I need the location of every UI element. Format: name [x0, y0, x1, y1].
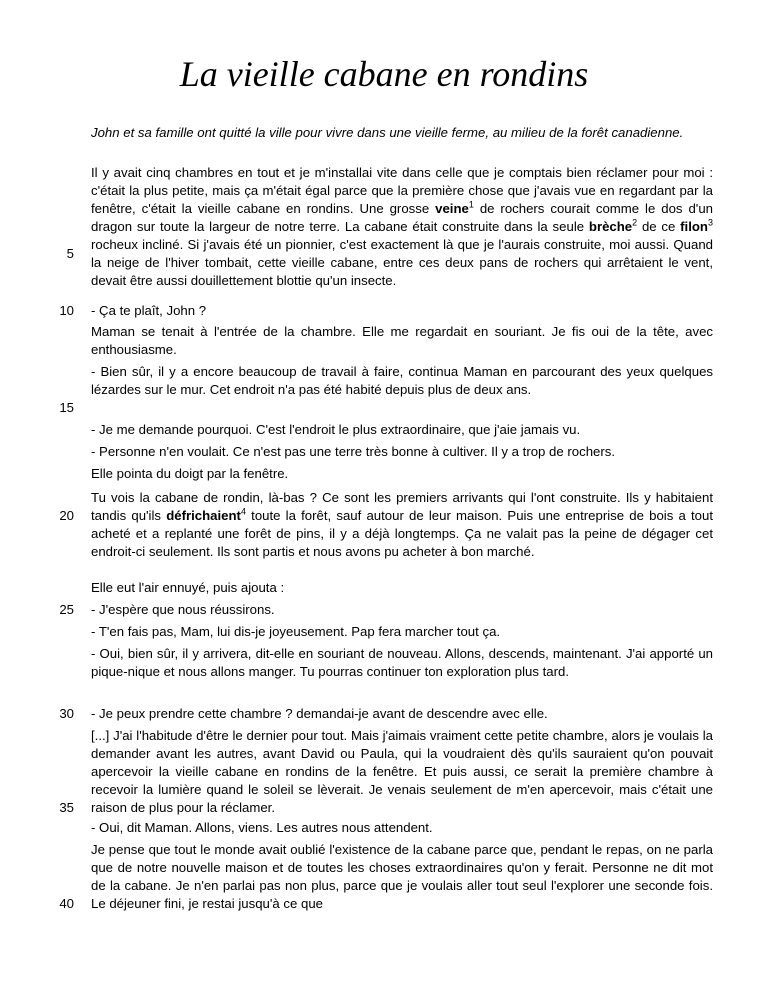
term-filon: filon [680, 219, 708, 234]
p8-text-a: Tu vois la cabane de rondin, là-bas ? Ce sont les premiers arrivants qui l'ont construite. Ils y habitaient tandis qu'ils [91, 490, 713, 523]
line-number: 25 [59, 602, 74, 617]
paragraph-4: - Bien sûr, il y a encore beaucoup de travail à faire, continua Maman en parcourant des yeux quelques lézardes sur le mur. Cet endroit n'a pas été habité depuis plus de deux ans. [91, 364, 713, 397]
page-title: La vieille cabane en rondins [179, 54, 589, 94]
term-breche: brèche [588, 219, 633, 234]
paragraph-2: - Ça te plaît, John ? [91, 303, 207, 318]
p1-text-d: rocheux incliné. Si j'avais été un pionnier, c'est exactement là que je l'aurais construite, moi aussi. Quand la neige de l'hiver tombait, cette vieille cabane, entre ces deux pans de rochers qui arrêtaient le vent, devait être aussi douillettement blottie qu'un insecte. [91, 237, 713, 288]
line-number: 35 [59, 800, 74, 815]
paragraph-6: - Personne n'en voulait. Ce n'est pas une terre très bonne à cultiver. Il y a trop de rochers. [91, 444, 616, 459]
line-number: 40 [59, 896, 74, 911]
paragraph-15: - Oui, dit Maman. Allons, viens. Les autres nous attendent. [91, 820, 433, 835]
term-veine: veine [435, 201, 469, 216]
paragraph-1 [91, 164, 713, 290]
paragraph-3: Maman se tenait à l'entrée de la chambre. Elle me regardait en souriant. Je fis oui de la tête, avec enthousiasme. [91, 324, 713, 357]
line-number: 20 [59, 508, 74, 523]
p8-text-b: toute la forêt, sauf autour de leur maison. Puis une entreprise de bois a tout acheté et a replanté une forêt de pins, il y a déjà longtemps. Ça ne valait pas la peine de dégager cet endroit-ci seulement. Ils sont partis et nous avons pu acheter à bon marché. [91, 508, 713, 559]
paragraph-5: - Je me demande pourquoi. C'est l'endroit le plus extraordinaire, que j'aie jamais vu. [91, 422, 581, 437]
paragraph-13: - Je peux prendre cette chambre ? demandai-je avant de descendre avec elle. [91, 706, 548, 721]
footnote-ref-4: 4 [240, 506, 246, 517]
term-defrichaient: défrichaient [166, 508, 241, 523]
paragraph-9: Elle eut l'air ennuyé, puis ajouta : [91, 580, 285, 595]
paragraph-12: - Oui, bien sûr, il y arrivera, dit-elle en souriant de nouveau. Allons, descends, maintenant. J'ai apporté un pique-nique et nous allons manger. Tu pourras continuer ton exploration plus tard. [91, 646, 713, 679]
line-number: 15 [59, 400, 74, 415]
paragraph-10: - J'espère que nous réussirons. [91, 602, 275, 617]
paragraph-14: [...] J'ai l'habitude d'être le dernier pour tout. Mais j'aimais vraiment cette petite chambre, alors je voulais la demander avant les autres, avant David ou Paula, qui la voudraient dès qu'ils sauraient qu'on pouvait apercevoir la vieille cabane en rondins de la fenêtre. Et puis aussi, ce serait la première chambre à recevoir la lumière quand le soleil se lèverait. Je venais seulement de m'en apercevoir, mais c'était une raison de plus pour la réclamer. [91, 728, 713, 815]
paragraph-8 [91, 489, 713, 561]
intro-paragraph: John et sa famille ont quitté la ville pour vivre dans une vieille ferme, au milieu de la forêt canadienne. [91, 125, 684, 140]
footnote-ref-3: 3 [707, 217, 713, 228]
line-number: 5 [66, 246, 74, 261]
p1-text-b: de rochers courait comme le dos d'un dragon sur toute la largeur de notre terre. La cabane était construite dans la seule [91, 201, 713, 234]
footnote-ref-1: 1 [468, 199, 474, 210]
p1-text-c: de ce [637, 219, 681, 234]
paragraph-11: - T'en fais pas, Mam, lui dis-je joyeusement. Pap fera marcher tout ça. [91, 624, 501, 639]
line-number: 30 [59, 706, 74, 721]
paragraph-16: Je pense que tout le monde avait oublié l'existence de la cabane parce que, pendant le repas, on ne parla que de notre nouvelle maison et de toutes les choses extraordinaires qu'on y ferait. Personne ne dit mot de la cabane. Je n'en parlai pas non plus, parce que je voulais aller tout seul l'explorer une seconde fois. Le déjeuner fini, je restai jusqu'à ce que [91, 842, 713, 911]
p1-text-a: Il y avait cinq chambres en tout et je m'installai vite dans celle que je comptais bien réclamer pour moi : c'était la plus petite, mais ça m'était égal parce que la première chose que j'avais vue en regardant par la fenêtre, c'était la vieille cabane en rondins. Une grosse [91, 165, 713, 216]
footnote-ref-2: 2 [632, 217, 638, 228]
line-number: 10 [59, 303, 74, 318]
paragraph-7: Elle pointa du doigt par la fenêtre. [91, 466, 289, 481]
